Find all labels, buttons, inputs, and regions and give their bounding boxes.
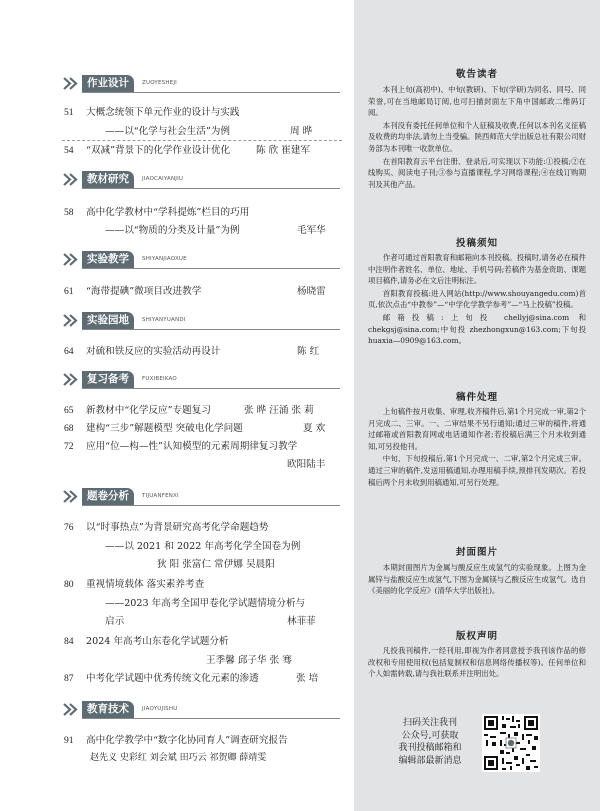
entry-page: 72 <box>64 441 74 452</box>
section-header-shiyanyuandi <box>62 312 342 329</box>
panel-heading: 稿件处理 <box>455 392 498 403</box>
entry-page: 58 <box>64 207 74 218</box>
entry-page: 80 <box>64 579 74 590</box>
section-title: 教材研究 <box>82 171 134 188</box>
entry-title[interactable]: “双减”背景下的化学作业设计优化 <box>86 145 231 156</box>
qr-caption: 扫码关注我刊 公众号,可获取 我刊投稿邮箱和 编辑部最新消息 <box>398 718 462 766</box>
entry-page: 84 <box>64 636 74 647</box>
entry-title[interactable]: 对硫和铁反应的实验活动再设计 <box>86 346 221 357</box>
entry-author: 林菲菲 <box>287 616 316 627</box>
section-pinyin: TIJUANFENXI <box>142 493 179 499</box>
entry-title[interactable]: 重视情境载体 落实素养考查 <box>86 579 205 590</box>
entry-title[interactable]: 以“时事热点”为背景研究高考化学命题趋势 <box>86 522 269 533</box>
entry-page: 54 <box>64 145 74 156</box>
entry-subtitle: ——以“化学与社会生活”为例 <box>105 126 230 137</box>
entry-author: 张 培 <box>296 673 319 684</box>
chevron-decor-icon <box>62 489 82 504</box>
section-pinyin: SHIYANYUANDI <box>142 317 186 323</box>
section-title: 实验教学 <box>82 251 134 268</box>
entry-page: 51 <box>64 107 74 118</box>
section-header-shiyanjiaoxue <box>62 251 342 268</box>
entry-page: 68 <box>64 423 74 434</box>
section-pinyin: ZUOYESHEJI <box>142 80 178 86</box>
entry-subtitle: ——以“物质的分类及计量”为例 <box>105 225 240 236</box>
section-title: 实验园地 <box>82 312 134 329</box>
entry-title[interactable]: 应用“位—构—性”认知模型的元素周期律复习教学 <box>86 441 298 452</box>
panel-text: 本期封面图片为金属与酸反应生成氢气的实验现象。上图为金属锌与盐酸反应生成氢气,下图为金属镁与乙酸反应生成氢气。选自《美丽的化学反应》(清华大学出版社)。 <box>368 563 586 596</box>
entry-author: 杨晓雷 <box>297 286 326 297</box>
entry-author: 陈 欣 崔建军 <box>256 145 311 156</box>
section-title: 教育技术 <box>82 701 134 718</box>
entry-title[interactable]: 高中化学教材中“学科提炼”栏目的巧用 <box>86 207 250 218</box>
section-header-tijuan <box>62 488 342 505</box>
panel-text: 本刊上旬(高初中)、中旬(教研)、下旬(学研)为同名、同号、同荣誉,可在当地邮局订阅,也可扫描封面左下角中国邮政二维码订阅。 本刊没有委托任何单位和个人征稿及收费,任何以本刊名义征稿及收费的均非法,请勿上当受骗。陕西师范大学出版总社有限公司财务部为本刊唯一收款单位。 在首阳教育云平台注册、登录后,可实现以下功能:①投稿;②在线购买、阅读电子刊;③参与直播课程,学习网络课程;④在线订购期刊及其他产品。 <box>368 85 586 189</box>
entry-title[interactable]: 中考化学试题中优秀传统文化元素的渗透 <box>86 673 259 684</box>
chevron-decor-icon <box>62 172 82 187</box>
chevron-decor-icon <box>62 252 82 267</box>
entry-subtitle: ——2023 年高考全国甲卷化学试题情境分析与 <box>105 598 306 609</box>
entry-title[interactable]: “海带提碘”微项目改进教学 <box>86 286 202 297</box>
section-title: 题卷分析 <box>82 488 134 505</box>
entry-author: 夏 欢 <box>303 423 326 434</box>
entry-title[interactable]: 大概念统领下单元作业的设计与实践 <box>86 107 240 118</box>
section-header-jiaoyu <box>62 701 342 718</box>
entry-subtitle-cont: 启示 <box>105 616 125 627</box>
entry-author: 张 晔 汪涌 张 莉 <box>244 405 314 416</box>
panel-heading: 版权声明 <box>455 631 498 642</box>
panel-text: 凡投我刊稿件,一经刊用,即视为作者同意授予我刊该作品的修改权和专用使用权(包括复制权和信息网络传播权等)。任何单位和个人如需转载,请与我社联系并注明出处。 <box>368 646 586 679</box>
entry-title[interactable]: 新教材中“化学反应”专题复习 <box>86 405 211 416</box>
section-header-fuxi <box>62 371 342 388</box>
chevron-decor-icon <box>62 372 82 387</box>
section-pinyin: FUXIBEIKAO <box>142 376 177 382</box>
panel-text: 上旬稿件按月收集、审理,收齐稿件后,第1个月完成一审,第2个月完成二、三审。一、二审结果不另行通知;通过三审的稿件,将通过邮箱或首阳教育网或电话通知作者;若投稿后满三个月未收到通知,可另投他刊。 中旬、下旬投稿后,第1个月完成一、二审,第2个月完成三审。通过三审的稿件,发送用稿通知,办理用稿手续,预排刊发期次。若投稿后两个月未收到用稿通知,可另行处理。 <box>368 407 586 487</box>
entry-title[interactable]: 高中化学教学中“数字化协同育人”调查研究报告 <box>86 735 288 746</box>
entry-author: 赵先义 史彩红 刘会斌 田巧云 祁贺卿 薛靖雯 <box>90 753 267 763</box>
entry-title[interactable]: 建构“三步”解题模型 突破电化学问题 <box>86 423 243 434</box>
entry-page: 64 <box>64 346 74 357</box>
panel-text: 作者可通过首阳教育和邮箱向本刊投稿。投稿时,请务必在稿件中注明作者姓名、单位、地址、手机号码;若稿件为基金资助、课题项目稿件,请务必在文后注明标注。 首阳教育投稿:进入网站(http://www.shouyangedu.com)首页,依次点击“中教参”—“中学化学教学参考”—“马上投稿”投稿。 邮箱投稿:上旬投 chellyj@sina.com 和 chekgsj@sina.com;中旬投 zhezhongxun@163.com;下旬投 huaxia—0909@163.com。 <box>368 253 586 346</box>
chevron-decor-icon <box>62 313 82 328</box>
entry-page: 87 <box>64 673 74 684</box>
entry-page: 76 <box>64 522 74 533</box>
chevron-decor-icon <box>62 702 82 717</box>
qr-code-icon[interactable] <box>482 714 540 772</box>
section-pinyin: JIAOYUJISHU <box>142 706 178 712</box>
entry-author: 王季馨 邱子华 张 骞 <box>206 655 292 666</box>
panel-heading: 敬告读者 <box>455 69 498 80</box>
section-title: 复习备考 <box>82 371 134 388</box>
section-header-jiaocai <box>62 171 342 188</box>
section-pinyin: SHIYANJIAOXUE <box>142 256 187 262</box>
entry-author: 陈 红 <box>297 346 320 357</box>
entry-author: 欧阳陆丰 <box>287 459 326 470</box>
entry-author: 狄 阳 张富仁 常伊娜 吴晨阳 <box>157 559 275 570</box>
section-header-zuoye <box>62 75 342 92</box>
entry-author: 周 晔 <box>290 126 313 137</box>
panel-heading: 投稿须知 <box>455 238 498 249</box>
section-title: 作业设计 <box>82 75 134 92</box>
entry-title[interactable]: 2024 年高考山东卷化学试题分析 <box>86 636 229 647</box>
chevron-decor-icon <box>62 76 82 91</box>
entry-subtitle: ——以 2021 和 2022 年高考化学全国卷为例 <box>105 541 301 552</box>
entry-page: 91 <box>64 735 74 746</box>
entry-page: 61 <box>64 286 74 297</box>
entry-page: 65 <box>64 405 74 416</box>
entry-author: 毛军华 <box>297 225 326 236</box>
section-pinyin: JIAOCAIYANJIU <box>142 176 184 182</box>
panel-heading: 封面图片 <box>455 547 498 558</box>
